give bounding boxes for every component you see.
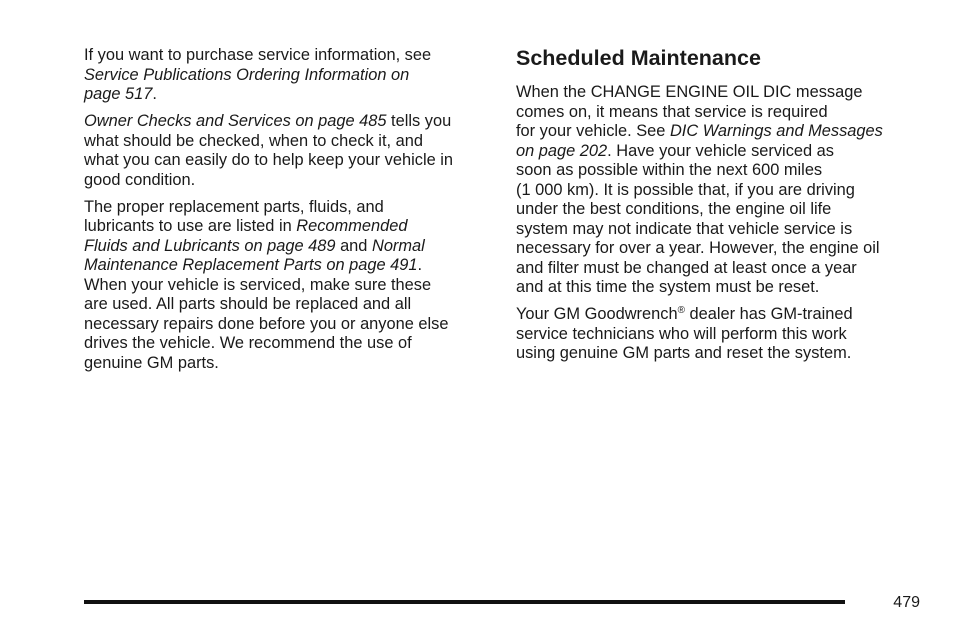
- registered-mark: ®: [677, 305, 685, 316]
- text-line: under the best conditions, the engine oil life: [516, 200, 832, 218]
- left-column: [84, 46, 494, 381]
- oil-message-paragraph: [516, 83, 924, 298]
- cross-reference: Normal: [371, 236, 425, 255]
- text-line: (1 000 km). It is possible that, if you are driving: [516, 180, 855, 199]
- text-line: and at this time the system must be reset.: [516, 278, 820, 296]
- text-line: are used. All parts should be replaced and all: [84, 295, 412, 313]
- text-line: The proper replacement parts, fluids, and: [84, 197, 384, 216]
- text-line: When your vehicle is serviced, make sure these: [84, 275, 432, 294]
- cross-reference: Recommended: [296, 217, 408, 235]
- cross-reference: DIC Warnings and Messages: [669, 122, 883, 140]
- text-line: necessary repairs done before you or anyone else: [84, 314, 449, 333]
- text-line: [84, 66, 494, 86]
- text-line: [84, 112, 494, 132]
- cross-reference: on page 202: [516, 141, 608, 160]
- cross-reference: Maintenance Replacement Parts on page 491: [84, 256, 418, 274]
- text-fragment: .: [417, 256, 423, 274]
- text-fragment: and: [335, 236, 372, 255]
- footer-divider: [84, 600, 845, 604]
- text-line: If you want to purchase service information, see: [84, 46, 432, 64]
- text-line: system may not indicate that vehicle service is: [516, 219, 853, 238]
- text-fragment: dealer has GM-trained: [684, 305, 853, 323]
- text-line: what you can easily do to help keep your vehicle in: [84, 151, 454, 169]
- text-fragment: for your vehicle. See: [516, 122, 670, 140]
- section-heading: Scheduled Maintenance: [516, 46, 761, 70]
- text-fragment: Your GM Goodwrench: [516, 305, 678, 323]
- text-line: necessary for over a year. However, the engine oil: [516, 239, 880, 257]
- text-line: genuine GM parts.: [84, 353, 219, 372]
- replacement-parts-paragraph: [84, 198, 494, 374]
- text-line: good condition.: [84, 170, 196, 189]
- text-line: soon as possible within the next 600 miles: [516, 161, 823, 179]
- cross-reference: page 517: [84, 85, 153, 103]
- text-line: When the CHANGE ENGINE OIL DIC message: [516, 83, 863, 101]
- text-line: service technicians who will perform this work: [516, 324, 847, 343]
- text-fragment: .: [152, 85, 157, 103]
- text-fragment: tells you: [386, 112, 452, 130]
- service-info-paragraph: [84, 46, 494, 105]
- text-line: [516, 305, 924, 325]
- text-line: [516, 122, 924, 142]
- text-line: [84, 256, 494, 276]
- text-line: [84, 85, 494, 105]
- text-line: [84, 237, 494, 257]
- cross-reference: Fluids and Lubricants on page 489: [84, 236, 336, 255]
- right-column: [516, 46, 924, 371]
- text-line: comes on, it means that service is required: [516, 102, 828, 121]
- text-line: drives the vehicle. We recommend the use of: [84, 334, 412, 352]
- text-fragment: . Have your vehicle serviced as: [607, 141, 834, 160]
- owner-checks-paragraph: [84, 112, 494, 190]
- cross-reference: Owner Checks and Services on page 485: [84, 112, 387, 130]
- goodwrench-paragraph: [516, 305, 924, 364]
- text-fragment: lubricants to use are listed in: [84, 217, 297, 235]
- text-line: [84, 217, 494, 237]
- text-line: what should be checked, when to check it, and: [84, 131, 423, 150]
- text-line: using genuine GM parts and reset the system.: [516, 344, 852, 362]
- text-line: and filter must be changed at least once a year: [516, 258, 857, 277]
- cross-reference: Service Publications Ordering Information on: [84, 65, 410, 84]
- text-line: [516, 142, 924, 162]
- page-number: 479: [893, 594, 920, 611]
